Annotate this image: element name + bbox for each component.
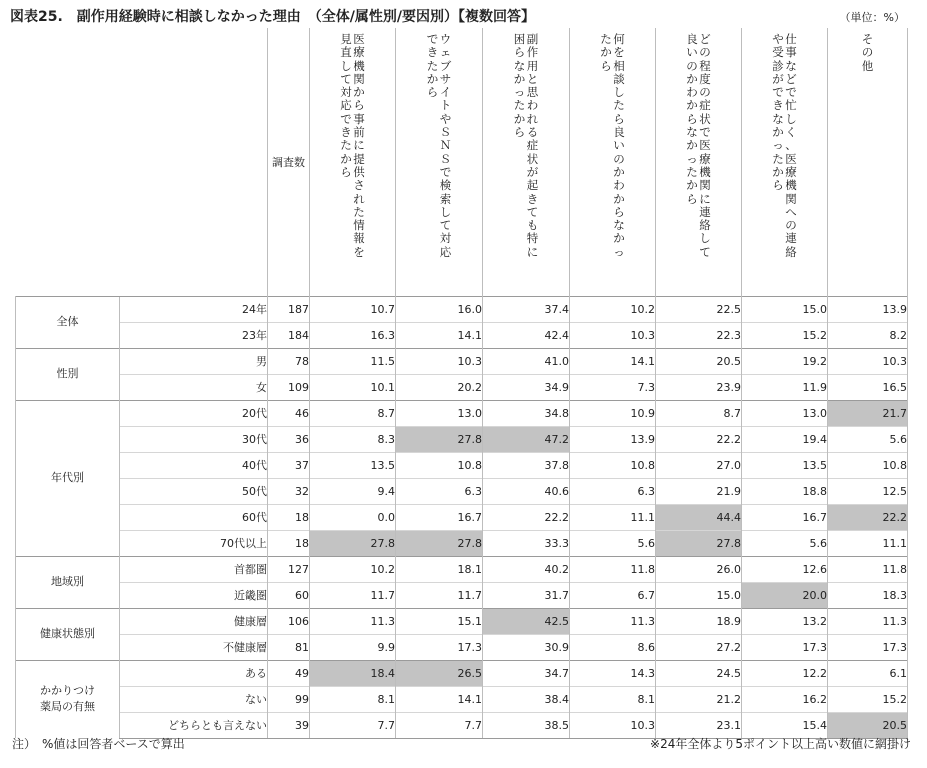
table-row <box>16 686 908 712</box>
value-cell: 16.0 <box>396 296 483 322</box>
value-cell: 15.0 <box>656 582 742 608</box>
sample-count: 106 <box>268 608 310 634</box>
value-cell: 16.2 <box>742 686 828 712</box>
value-cell: 10.2 <box>570 296 656 322</box>
highlight-note: ※24年全体より5ポイント以上高い数値に網掛け <box>650 737 911 751</box>
column-heading <box>570 28 655 291</box>
group-label-line: 全体 <box>56 315 79 328</box>
table-row <box>16 530 908 556</box>
sample-count: 109 <box>268 374 310 400</box>
group-label-line: 性別 <box>56 367 79 380</box>
value-cell: 11.3 <box>570 608 656 634</box>
value-cell: 11.8 <box>570 556 656 582</box>
value-cell: 15.0 <box>742 296 828 322</box>
value-cell: 16.3 <box>310 322 396 348</box>
survey-table <box>15 28 908 739</box>
value-cell: 37.8 <box>483 452 570 478</box>
value-cell: 6.3 <box>396 478 483 504</box>
row-label: 不健康層 <box>120 634 268 660</box>
value-cell: 21.9 <box>656 478 742 504</box>
value-cell: 13.0 <box>742 400 828 426</box>
value-cell: 24.5 <box>656 660 742 686</box>
value-cell: 13.9 <box>570 426 656 452</box>
value-cell-highlighted: 42.5 <box>483 608 570 634</box>
row-label: 近畿圏 <box>120 582 268 608</box>
value-cell: 17.3 <box>828 634 908 660</box>
table-row <box>16 400 908 426</box>
value-cell: 5.6 <box>828 426 908 452</box>
value-cell-highlighted: 27.8 <box>396 530 483 556</box>
value-cell: 10.8 <box>396 452 483 478</box>
value-cell: 10.3 <box>396 348 483 374</box>
value-cell: 41.0 <box>483 348 570 374</box>
column-heading-line: 医 療 機 関 か ら 事 前 に 提 供 さ れ た 情 報 を <box>353 32 365 259</box>
column-heading-line: 仕 事 な ど で 忙 し く 、 医 療 機 関 へ の 連 絡 <box>785 32 797 259</box>
value-cell: 14.3 <box>570 660 656 686</box>
header-col-2 <box>396 28 483 296</box>
value-cell: 34.8 <box>483 400 570 426</box>
value-cell: 16.7 <box>742 504 828 530</box>
value-cell-highlighted: 27.8 <box>396 426 483 452</box>
value-cell: 23.9 <box>656 374 742 400</box>
value-cell: 34.7 <box>483 660 570 686</box>
value-cell: 38.5 <box>483 712 570 738</box>
group-label-line: 年代別 <box>51 471 84 484</box>
column-heading-line: ど の 程 度 の 症 状 で 医 療 機 関 に 連 絡 し て <box>699 32 711 259</box>
group-label-line: 地域別 <box>51 575 84 588</box>
sample-count: 18 <box>268 504 310 530</box>
row-label: 70代以上 <box>120 530 268 556</box>
value-cell: 16.7 <box>396 504 483 530</box>
value-cell: 16.5 <box>828 374 908 400</box>
row-label: 23年 <box>120 322 268 348</box>
sample-count: 99 <box>268 686 310 712</box>
value-cell: 5.6 <box>742 530 828 556</box>
value-cell: 11.1 <box>570 504 656 530</box>
table-body <box>16 296 908 738</box>
value-cell: 37.4 <box>483 296 570 322</box>
value-cell: 10.8 <box>828 452 908 478</box>
table-row <box>16 660 908 686</box>
value-cell-highlighted: 47.2 <box>483 426 570 452</box>
value-cell: 13.5 <box>742 452 828 478</box>
table-row <box>16 582 908 608</box>
value-cell: 8.1 <box>310 686 396 712</box>
column-heading-line: で き た か ら <box>426 32 439 100</box>
row-label: 女 <box>120 374 268 400</box>
value-cell: 15.1 <box>396 608 483 634</box>
value-cell: 14.1 <box>570 348 656 374</box>
group-label-line: かかりつけ <box>40 684 95 698</box>
table-row <box>16 504 908 530</box>
value-cell: 12.5 <box>828 478 908 504</box>
table-row <box>16 452 908 478</box>
table-row <box>16 478 908 504</box>
header-row <box>16 28 908 296</box>
value-cell: 6.3 <box>570 478 656 504</box>
value-cell: 19.2 <box>742 348 828 374</box>
unit-label: （単位：%） <box>839 11 905 24</box>
column-heading-line: 副 作 用 と 思 わ れ る 症 状 が 起 き て も 特 に <box>526 32 539 259</box>
value-cell: 18.9 <box>656 608 742 634</box>
group-label-line: 健康状態別 <box>40 627 95 640</box>
value-cell: 11.7 <box>310 582 396 608</box>
value-cell: 0.0 <box>310 504 396 530</box>
value-cell: 10.3 <box>570 712 656 738</box>
column-heading-line: 見 直 し て 対 応 で き た か ら <box>340 32 352 179</box>
value-cell: 17.3 <box>396 634 483 660</box>
table-row <box>16 556 908 582</box>
value-cell-highlighted: 18.4 <box>310 660 396 686</box>
value-cell: 18.1 <box>396 556 483 582</box>
value-cell: 7.3 <box>570 374 656 400</box>
sample-count: 46 <box>268 400 310 426</box>
value-cell: 20.5 <box>656 348 742 374</box>
value-cell-highlighted: 27.8 <box>310 530 396 556</box>
value-cell: 21.2 <box>656 686 742 712</box>
header-col-5 <box>656 28 742 296</box>
value-cell: 8.6 <box>570 634 656 660</box>
value-cell: 10.3 <box>828 348 908 374</box>
value-cell: 22.2 <box>656 426 742 452</box>
column-heading <box>483 28 569 291</box>
value-cell: 30.9 <box>483 634 570 660</box>
row-label: 24年 <box>120 296 268 322</box>
value-cell: 42.4 <box>483 322 570 348</box>
value-cell: 7.7 <box>396 712 483 738</box>
header-col-7 <box>828 28 908 296</box>
value-cell: 7.7 <box>310 712 396 738</box>
value-cell: 10.1 <box>310 374 396 400</box>
row-label: 30代 <box>120 426 268 452</box>
column-heading <box>828 28 907 291</box>
group-label-line: 薬局の有無 <box>40 700 95 714</box>
group-label <box>16 608 120 660</box>
value-cell: 8.7 <box>310 400 396 426</box>
table-title: 図表25. 副作用経験時に相談しなかった理由 （全体/属性別/要因別）【複数回答】 <box>10 9 536 25</box>
row-label: 男 <box>120 348 268 374</box>
value-cell: 14.1 <box>396 322 483 348</box>
table-row <box>16 634 908 660</box>
column-heading <box>396 28 482 291</box>
value-cell: 22.3 <box>656 322 742 348</box>
table-row <box>16 322 908 348</box>
group-label <box>16 400 120 556</box>
value-cell: 34.9 <box>483 374 570 400</box>
value-cell: 12.2 <box>742 660 828 686</box>
value-cell: 15.2 <box>742 322 828 348</box>
column-heading <box>656 28 741 291</box>
value-cell: 27.0 <box>656 452 742 478</box>
sample-count: 187 <box>268 296 310 322</box>
sample-count: 39 <box>268 712 310 738</box>
value-cell: 40.2 <box>483 556 570 582</box>
value-cell: 8.3 <box>310 426 396 452</box>
value-cell: 22.5 <box>656 296 742 322</box>
value-cell: 38.4 <box>483 686 570 712</box>
table-row <box>16 608 908 634</box>
value-cell: 40.6 <box>483 478 570 504</box>
row-label: 20代 <box>120 400 268 426</box>
value-cell: 11.3 <box>310 608 396 634</box>
value-cell: 18.8 <box>742 478 828 504</box>
table-row <box>16 296 908 322</box>
column-heading-line: 何 を 相 談 し た ら 良 い の か わ か ら な か っ <box>613 32 625 259</box>
column-heading-line: 困 ら な か っ た か ら <box>513 32 526 140</box>
footnote: 注） %値は回答者ベースで算出 <box>12 737 185 751</box>
value-cell: 11.5 <box>310 348 396 374</box>
row-label: 60代 <box>120 504 268 530</box>
value-cell: 13.2 <box>742 608 828 634</box>
value-cell: 11.7 <box>396 582 483 608</box>
row-label: 首都圏 <box>120 556 268 582</box>
value-cell-highlighted: 26.5 <box>396 660 483 686</box>
sample-count: 127 <box>268 556 310 582</box>
value-cell: 9.4 <box>310 478 396 504</box>
value-cell: 15.2 <box>828 686 908 712</box>
value-cell: 17.3 <box>742 634 828 660</box>
table-row <box>16 348 908 374</box>
sample-count: 81 <box>268 634 310 660</box>
value-cell: 6.1 <box>828 660 908 686</box>
value-cell: 10.2 <box>310 556 396 582</box>
value-cell: 12.6 <box>742 556 828 582</box>
value-cell: 18.3 <box>828 582 908 608</box>
header-col-1 <box>310 28 396 296</box>
value-cell: 13.0 <box>396 400 483 426</box>
value-cell-highlighted: 20.5 <box>828 712 908 738</box>
value-cell: 10.3 <box>570 322 656 348</box>
group-label <box>16 296 120 348</box>
value-cell-highlighted: 44.4 <box>656 504 742 530</box>
value-cell-highlighted: 21.7 <box>828 400 908 426</box>
value-cell: 19.4 <box>742 426 828 452</box>
value-cell: 13.5 <box>310 452 396 478</box>
value-cell-highlighted: 27.8 <box>656 530 742 556</box>
sample-count: 49 <box>268 660 310 686</box>
value-cell: 11.1 <box>828 530 908 556</box>
value-cell: 8.1 <box>570 686 656 712</box>
group-label <box>16 556 120 608</box>
column-heading <box>310 28 395 291</box>
column-heading-line: そ の 他 <box>861 32 874 73</box>
value-cell: 26.0 <box>656 556 742 582</box>
value-cell: 20.2 <box>396 374 483 400</box>
value-cell: 11.9 <box>742 374 828 400</box>
row-label: ない <box>120 686 268 712</box>
column-heading-line: ウ ェ ブ サ イ ト や Ｓ Ｎ Ｓ で 検 索 し て 対 応 <box>439 32 452 259</box>
table-row <box>16 374 908 400</box>
value-cell: 8.7 <box>656 400 742 426</box>
header-count: 調査数 <box>268 28 310 296</box>
sample-count: 18 <box>268 530 310 556</box>
value-cell: 31.7 <box>483 582 570 608</box>
value-cell: 22.2 <box>483 504 570 530</box>
value-cell: 13.9 <box>828 296 908 322</box>
value-cell: 23.1 <box>656 712 742 738</box>
sample-count: 60 <box>268 582 310 608</box>
value-cell: 27.2 <box>656 634 742 660</box>
header-col-3 <box>483 28 570 296</box>
row-label: どちらとも言えない <box>120 712 268 738</box>
row-label: ある <box>120 660 268 686</box>
row-label: 40代 <box>120 452 268 478</box>
value-cell: 11.8 <box>828 556 908 582</box>
header-col-4 <box>570 28 656 296</box>
sample-count: 36 <box>268 426 310 452</box>
sample-count: 184 <box>268 322 310 348</box>
column-heading-line: 良 い の か わ か ら な か っ た か ら <box>686 32 698 206</box>
header-col-6 <box>742 28 828 296</box>
value-cell: 10.7 <box>310 296 396 322</box>
value-cell-highlighted: 22.2 <box>828 504 908 530</box>
sample-count: 78 <box>268 348 310 374</box>
value-cell: 11.3 <box>828 608 908 634</box>
value-cell: 8.2 <box>828 322 908 348</box>
column-heading <box>742 28 827 291</box>
value-cell: 5.6 <box>570 530 656 556</box>
sample-count: 37 <box>268 452 310 478</box>
value-cell: 33.3 <box>483 530 570 556</box>
group-label <box>16 348 120 400</box>
value-cell: 10.9 <box>570 400 656 426</box>
value-cell: 9.9 <box>310 634 396 660</box>
row-label: 健康層 <box>120 608 268 634</box>
value-cell-highlighted: 20.0 <box>742 582 828 608</box>
value-cell: 15.4 <box>742 712 828 738</box>
header-blank <box>16 28 268 296</box>
value-cell: 14.1 <box>396 686 483 712</box>
table-row <box>16 426 908 452</box>
column-heading-line: た か ら <box>600 32 612 73</box>
value-cell: 6.7 <box>570 582 656 608</box>
row-label: 50代 <box>120 478 268 504</box>
value-cell: 10.8 <box>570 452 656 478</box>
column-heading-line: や 受 診 が で き な か っ た か ら <box>772 32 784 193</box>
sample-count: 32 <box>268 478 310 504</box>
group-label <box>16 660 120 738</box>
